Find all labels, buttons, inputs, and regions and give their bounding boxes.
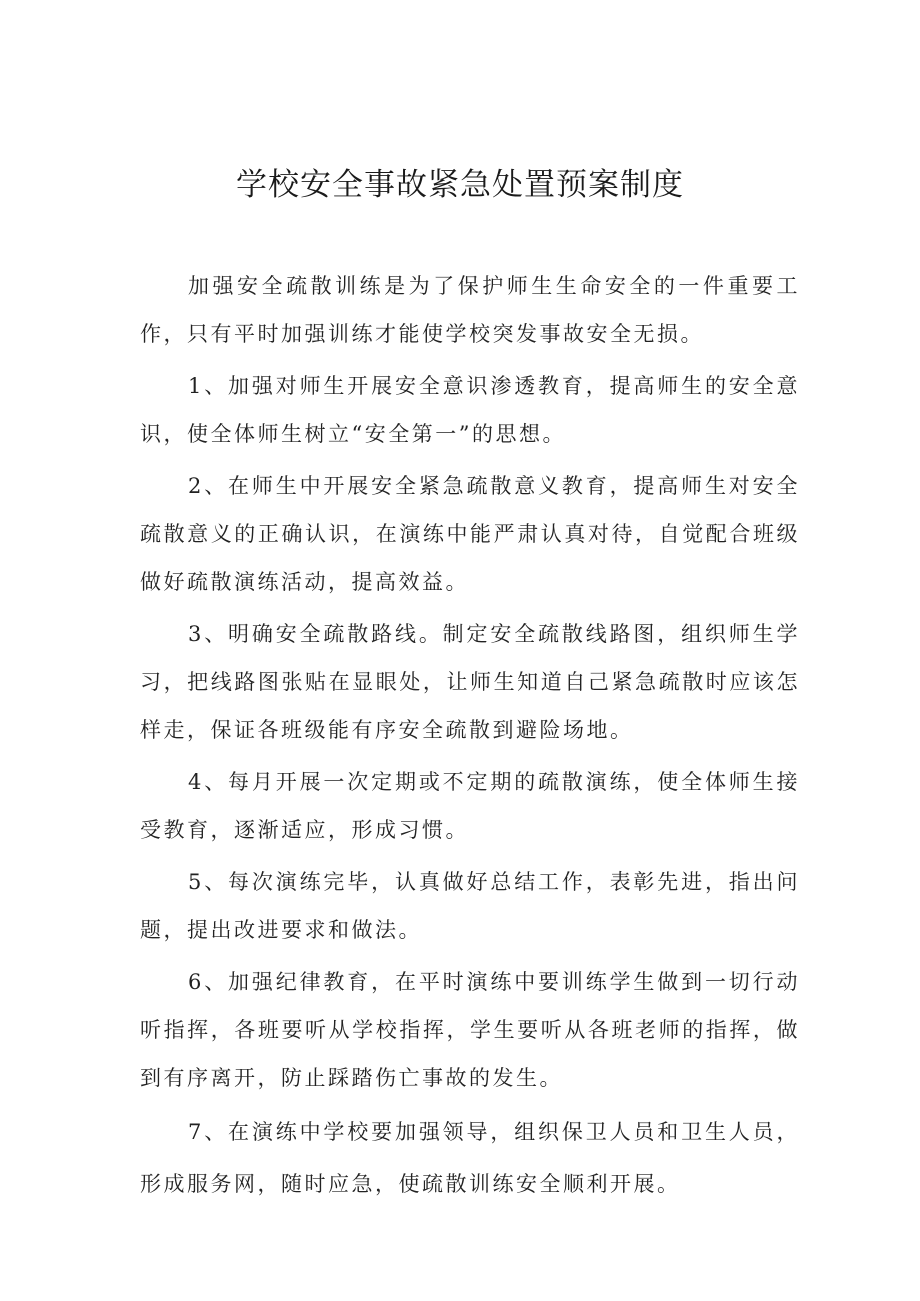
paragraph-item-5: 5、每次演练完毕，认真做好总结工作，表彰先进，指出问题，提出改进要求和做法。	[140, 870, 800, 942]
paragraph-item-2: 2、在师生中开展安全紧急疏散意义教育，提高师生对安全疏散意义的正确认识，在演练中能严肃认真对待，自觉配合班级做好疏散演练活动，提高效益。	[140, 474, 800, 594]
paragraph-item-1: 1、加强对师生开展安全意识渗透教育，提高师生的安全意识，使全体师生树立“安全第一”的思想。	[140, 374, 800, 446]
paragraph-item-6: 6、加强纪律教育，在平时演练中要训练学生做到一切行动听指挥，各班要听从学校指挥，学生要听从各班老师的指挥，做到有序离开，防止踩踏伤亡事故的发生。	[140, 970, 800, 1090]
paragraph-item-4: 4、每月开展一次定期或不定期的疏散演练，使全体师生接受教育，逐渐适应，形成习惯。	[140, 770, 800, 842]
paragraph-item-7: 7、在演练中学校要加强领导，组织保卫人员和卫生人员，形成服务网，随时应急，使疏散训练安全顺利开展。	[140, 1120, 800, 1196]
document-body	[140, 262, 800, 1214]
paragraph-item-3: 3、明确安全疏散路线。制定安全疏散线路图，组织师生学习，把线路图张贴在显眼处，让师生知道自己紧急疏散时应该怎样走，保证各班级能有序安全疏散到避险场地。	[140, 622, 800, 742]
paragraph-intro: 加强安全疏散训练是为了保护师生生命安全的一件重要工作，只有平时加强训练才能使学校突发事故安全无损。	[140, 274, 800, 346]
document-title: 学校安全事故紧急处置预案制度	[236, 167, 684, 203]
